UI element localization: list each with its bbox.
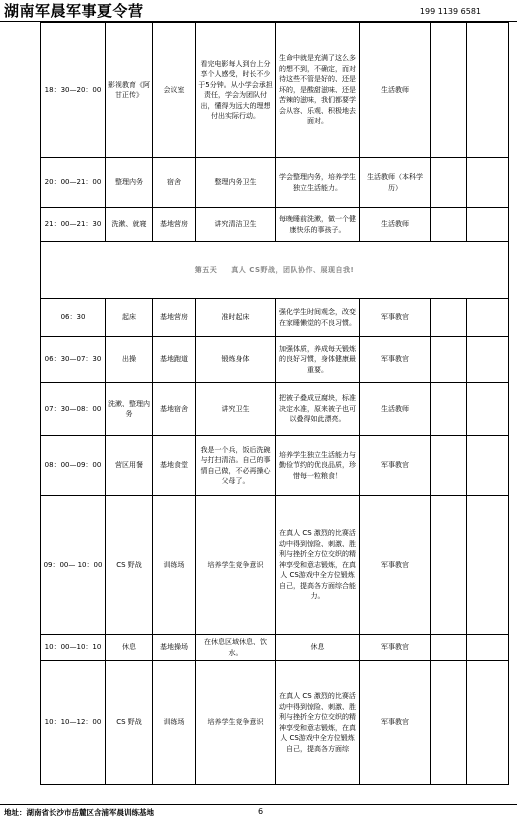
empty-cell [431, 158, 467, 208]
page-number: 6 [258, 807, 264, 816]
place-cell: 基地食堂 [153, 436, 196, 496]
day-heading [41, 242, 509, 299]
page-header [0, 0, 517, 22]
content-cell: 讲究卫生 [196, 383, 276, 436]
footer-address: 地址：湖南省长沙市岳麓区含浦军晨训练基地 [4, 808, 154, 817]
content-cell: 培养学生竞争意识 [196, 496, 276, 635]
empty-cell [431, 635, 467, 661]
time-cell: 07：30—08：00 [41, 383, 106, 436]
teacher-cell: 军事教官 [360, 496, 431, 635]
item-cell: 洗漱、就寝 [106, 208, 153, 242]
empty-cell [467, 496, 509, 635]
table-row [41, 661, 509, 785]
day-heading-row [41, 242, 509, 299]
teacher-cell: 生活教师 [360, 208, 431, 242]
empty-cell [467, 635, 509, 661]
empty-cell [431, 496, 467, 635]
empty-cell [467, 436, 509, 496]
time-cell: 21：00—21：30 [41, 208, 106, 242]
teacher-cell: 军事教官 [360, 661, 431, 785]
place-cell: 宿舍 [153, 158, 196, 208]
time-cell: 10：10—12：00 [41, 661, 106, 785]
empty-cell [431, 23, 467, 158]
table-row [41, 299, 509, 337]
content-cell: 我是一个兵，饭后洗碗与打扫清洁。自己的事情自己做，不必再操心父母了。 [196, 436, 276, 496]
content-cell: 锻炼身体 [196, 337, 276, 383]
place-cell: 基地操场 [153, 635, 196, 661]
goal-cell: 在真人 CS 激烈的比赛活动中得到惊险、刺激、胜利与挫折全方位交织的精神享受和意志锻炼，在真人 CS游戏中全方位锻炼自己，提高各方面综 [276, 661, 360, 785]
goal-cell: 学会整理内务，培养学生独立生活能力。 [276, 158, 360, 208]
place-cell: 基地跑道 [153, 337, 196, 383]
empty-cell [467, 337, 509, 383]
place-cell: 基地营房 [153, 208, 196, 242]
table-row [41, 496, 509, 635]
goal-cell: 每晚睡前洗漱，做一个健康快乐的事孩子。 [276, 208, 360, 242]
place-cell: 会议室 [153, 23, 196, 158]
teacher-cell: 生活教师 [360, 383, 431, 436]
table-row [41, 635, 509, 661]
teacher-cell: 军事教官 [360, 635, 431, 661]
teacher-cell: 军事教官 [360, 299, 431, 337]
time-cell: 06：30—07：30 [41, 337, 106, 383]
content-cell: 准时起床 [196, 299, 276, 337]
empty-cell [467, 299, 509, 337]
header-title: 湖南军晨军事夏令营 [4, 2, 144, 20]
table-row [41, 337, 509, 383]
empty-cell [431, 661, 467, 785]
empty-cell [467, 383, 509, 436]
time-cell: 18：30—20：00 [41, 23, 106, 158]
footer-rule [0, 804, 517, 805]
table-row [41, 158, 509, 208]
item-cell: 出操 [106, 337, 153, 383]
goal-cell: 在真人 CS 激烈的比赛活动中得到惊险、刺激、胜利与挫折全方位交织的精神享受和意志锻炼，在真人 CS游戏中全方位锻炼自己，提高各方面综合能力。 [276, 496, 360, 635]
goal-cell: 生命中就是充满了这么多的想不到，不确定，而对待这些不管是好的、还是坏的，是酸甜滋味、还是苦辣的滋味，我们都要学会从容、乐观、积极地去面对。 [276, 23, 360, 158]
content-cell: 培养学生竞争意识 [196, 661, 276, 785]
goal-cell: 休息 [276, 635, 360, 661]
goal-cell: 把被子叠成豆腐块，标准决定水准，原来被子也可以叠得如此漂亮。 [276, 383, 360, 436]
goal-cell: 强化学生时间观念，改变在家睡懒觉的不良习惯。 [276, 299, 360, 337]
empty-cell [467, 23, 509, 158]
content-cell: 在休息区域休息、饮水。 [196, 635, 276, 661]
empty-cell [467, 208, 509, 242]
place-cell: 基地宿舍 [153, 383, 196, 436]
empty-cell [431, 436, 467, 496]
empty-cell [431, 337, 467, 383]
item-cell: 休息 [106, 635, 153, 661]
table-row [41, 208, 509, 242]
teacher-cell: 生活教师 [360, 23, 431, 158]
table-row [41, 436, 509, 496]
empty-cell [431, 299, 467, 337]
teacher-cell: 军事教官 [360, 436, 431, 496]
item-cell: 起床 [106, 299, 153, 337]
empty-cell [431, 208, 467, 242]
time-cell: 09：00— 10：00 [41, 496, 106, 635]
place-cell: 训练场 [153, 661, 196, 785]
day-number: 第五天 [194, 265, 218, 274]
content-cell: 整理内务卫生 [196, 158, 276, 208]
item-cell: 整理内务 [106, 158, 153, 208]
schedule-table [40, 22, 509, 785]
teacher-cell: 军事教官 [360, 337, 431, 383]
day-theme: 真人 CS野战，团队协作、展现自我! [231, 265, 355, 274]
empty-cell [467, 661, 509, 785]
time-cell: 20：00—21：00 [41, 158, 106, 208]
item-cell: 洗漱、整理内务 [106, 383, 153, 436]
time-cell: 10：00—10：10 [41, 635, 106, 661]
item-cell: CS 野战 [106, 661, 153, 785]
content-cell: 讲究清洁卫生 [196, 208, 276, 242]
content-cell: 看完电影每人到台上分享个人感受，时长不少于5分钟。从小学会承担责任，学会为团队付出，懂得为远大的理想付出实际行动。 [196, 23, 276, 158]
item-cell: 影视教育《阿甘正传》 [106, 23, 153, 158]
empty-cell [467, 158, 509, 208]
table-row [41, 23, 509, 158]
time-cell: 08：00—09：00 [41, 436, 106, 496]
time-cell: 06：30 [41, 299, 106, 337]
place-cell: 训练场 [153, 496, 196, 635]
empty-cell [431, 383, 467, 436]
goal-cell: 培养学生独立生活能力与勤俭节约的优良品质，珍惜每一粒粮食！ [276, 436, 360, 496]
header-phone: 199 1139 6581 [419, 7, 481, 16]
teacher-cell: 生活教师（本科学历） [360, 158, 431, 208]
item-cell: 营区用餐 [106, 436, 153, 496]
item-cell: CS 野战 [106, 496, 153, 635]
goal-cell: 加强体质，养成每天锻炼的良好习惯，身体健康最重要。 [276, 337, 360, 383]
table-row [41, 383, 509, 436]
place-cell: 基地营房 [153, 299, 196, 337]
